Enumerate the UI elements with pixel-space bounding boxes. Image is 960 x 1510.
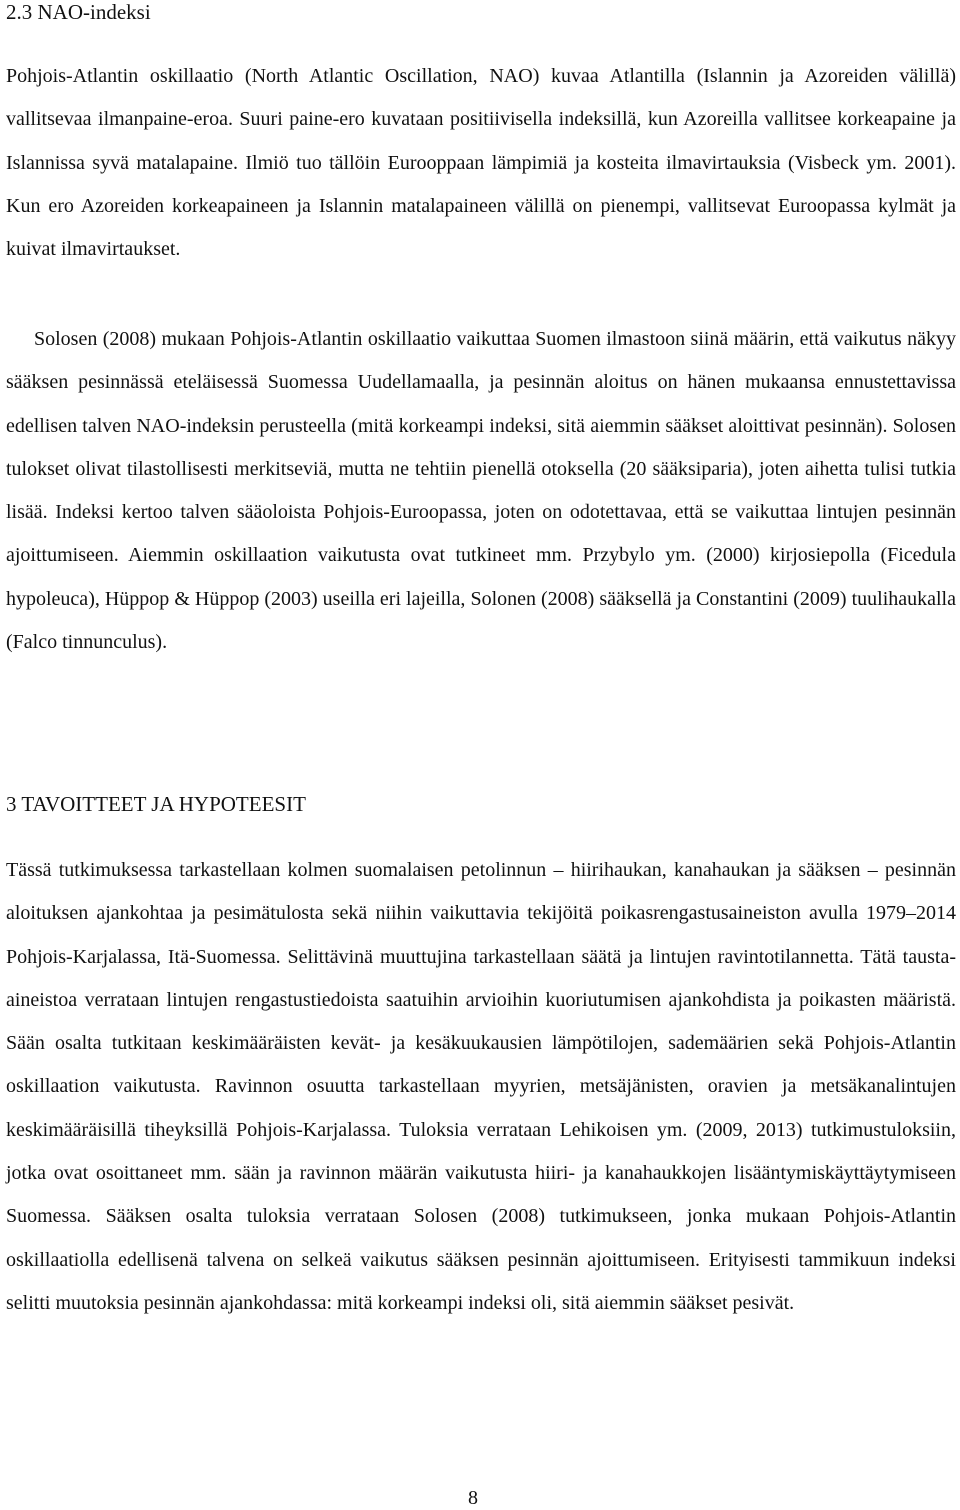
section-heading-goals: 3 TAVOITTEET JA HYPOTEESIT xyxy=(6,792,306,816)
section-heading-nao: 2.3 NAO-indeksi xyxy=(6,0,151,24)
page-number: 8 xyxy=(468,1487,478,1509)
nao-paragraph-1: Pohjois-Atlantin oskillaatio (North Atlantic Oscillation, NAO) kuvaa Atlantilla (Islannin ja Azoreiden välillä) vallitsevaa ilmanpaine-eroa. Suuri paine-ero kuvataan positiivisella indeksillä, kun Azoreilla vallitsee korkeapaine ja Islannissa syvä matalapaine. Ilmiö tuo tällöin Eurooppaan lämpimiä ja kosteita ilmavirtauksia (Visbeck ym. 2001). Kun ero Azoreiden korkeapaineen ja Islannin matalapaineen välillä on pienempi, vallitsevat Euroopassa kylmät ja kuivat ilmavirtaukset. xyxy=(6,65,956,261)
nao-paragraph-2: Solosen (2008) mukaan Pohjois-Atlantin oskillaatio vaikuttaa Suomen ilmastoon siinä määrin, että vaikutus näkyy sääksen pesinnässä eteläisessä Suomessa Uudellamaalla, ja pesinnän aloitus on hänen mukaansa ennustettavissa edellisen talven NAO-indeksin perusteella (mitä korkeampi indeksi, sitä aiemmin sääkset aloittivat pesinnän). Solosen tulokset olivat tilastollisesti merkitseviä, mutta ne tehtiin pienellä otoksella (20 sääksiparia), joten aihetta tulisi tutkia lisää. Indeksi kertoo talven sääoloista Pohjois-Euroopassa, joten on odotettavaa, että se vaikuttaa lintujen pesinnän ajoittumiseen. Aiemmin oskillaation vaikutusta ovat tutkineet mm. Przybylo ym. (2000) kirjosiepolla (Ficedula hypoleuca), Hüppop & Hüppop (2003) useilla eri lajeilla, Solonen (2008) sääksellä ja Constantini (2009) tuulihaukalla (Falco tinnunculus). xyxy=(6,328,956,654)
goals-paragraph-1: Tässä tutkimuksessa tarkastellaan kolmen suomalaisen petolinnun – hiirihaukan, kanahaukan ja sääksen – pesinnän aloituksen ajankohtaa ja pesimätulosta sekä niihin vaikuttavia tekijöitä poikasrengastusaineiston avulla 1979–2014 Pohjois-Karjalassa, Itä-Suomessa. Selittävinä muuttujina tarkastellaan säätä ja lintujen ravintotilannetta. Tätä tausta-aineistoa verrataan lintujen rengastustiedoista saatuihin arvioihin kuoriutumisen ajankohdista ja poikasten määristä. Sään osalta tutkitaan keskimääräisten kevät- ja kesäkuukausien lämpötilojen, sademäärien sekä Pohjois-Atlantin oskillaation vaikutusta. Ravinnon osuutta tarkastellaan myyrien, metsäjänisten, oravien ja metsäkanalintujen keskimääräisillä tiheyksillä Pohjois-Karjalassa. Tuloksia verrataan Lehikoisen ym. (2009, 2013) tutkimustuloksiin, jotka ovat osoittaneet mm. sään ja ravinnon määrän vaikutusta hiiri- ja kanahaukkojen lisääntymiskäyttäytymiseen Suomessa. Sääksen osalta tuloksia verrataan Solosen (2008) tutkimukseen, jonka mukaan Pohjois-Atlantin oskillaatiolla edellisenä talvena on selkeä vaikutus sääksen pesinnän ajoittumiseen. Erityisesti tammikuun indeksi selitti muutoksia pesinnän ajankohdassa: mitä korkeampi indeksi oli, sitä aiemmin sääkset pesivät. xyxy=(6,859,956,1314)
